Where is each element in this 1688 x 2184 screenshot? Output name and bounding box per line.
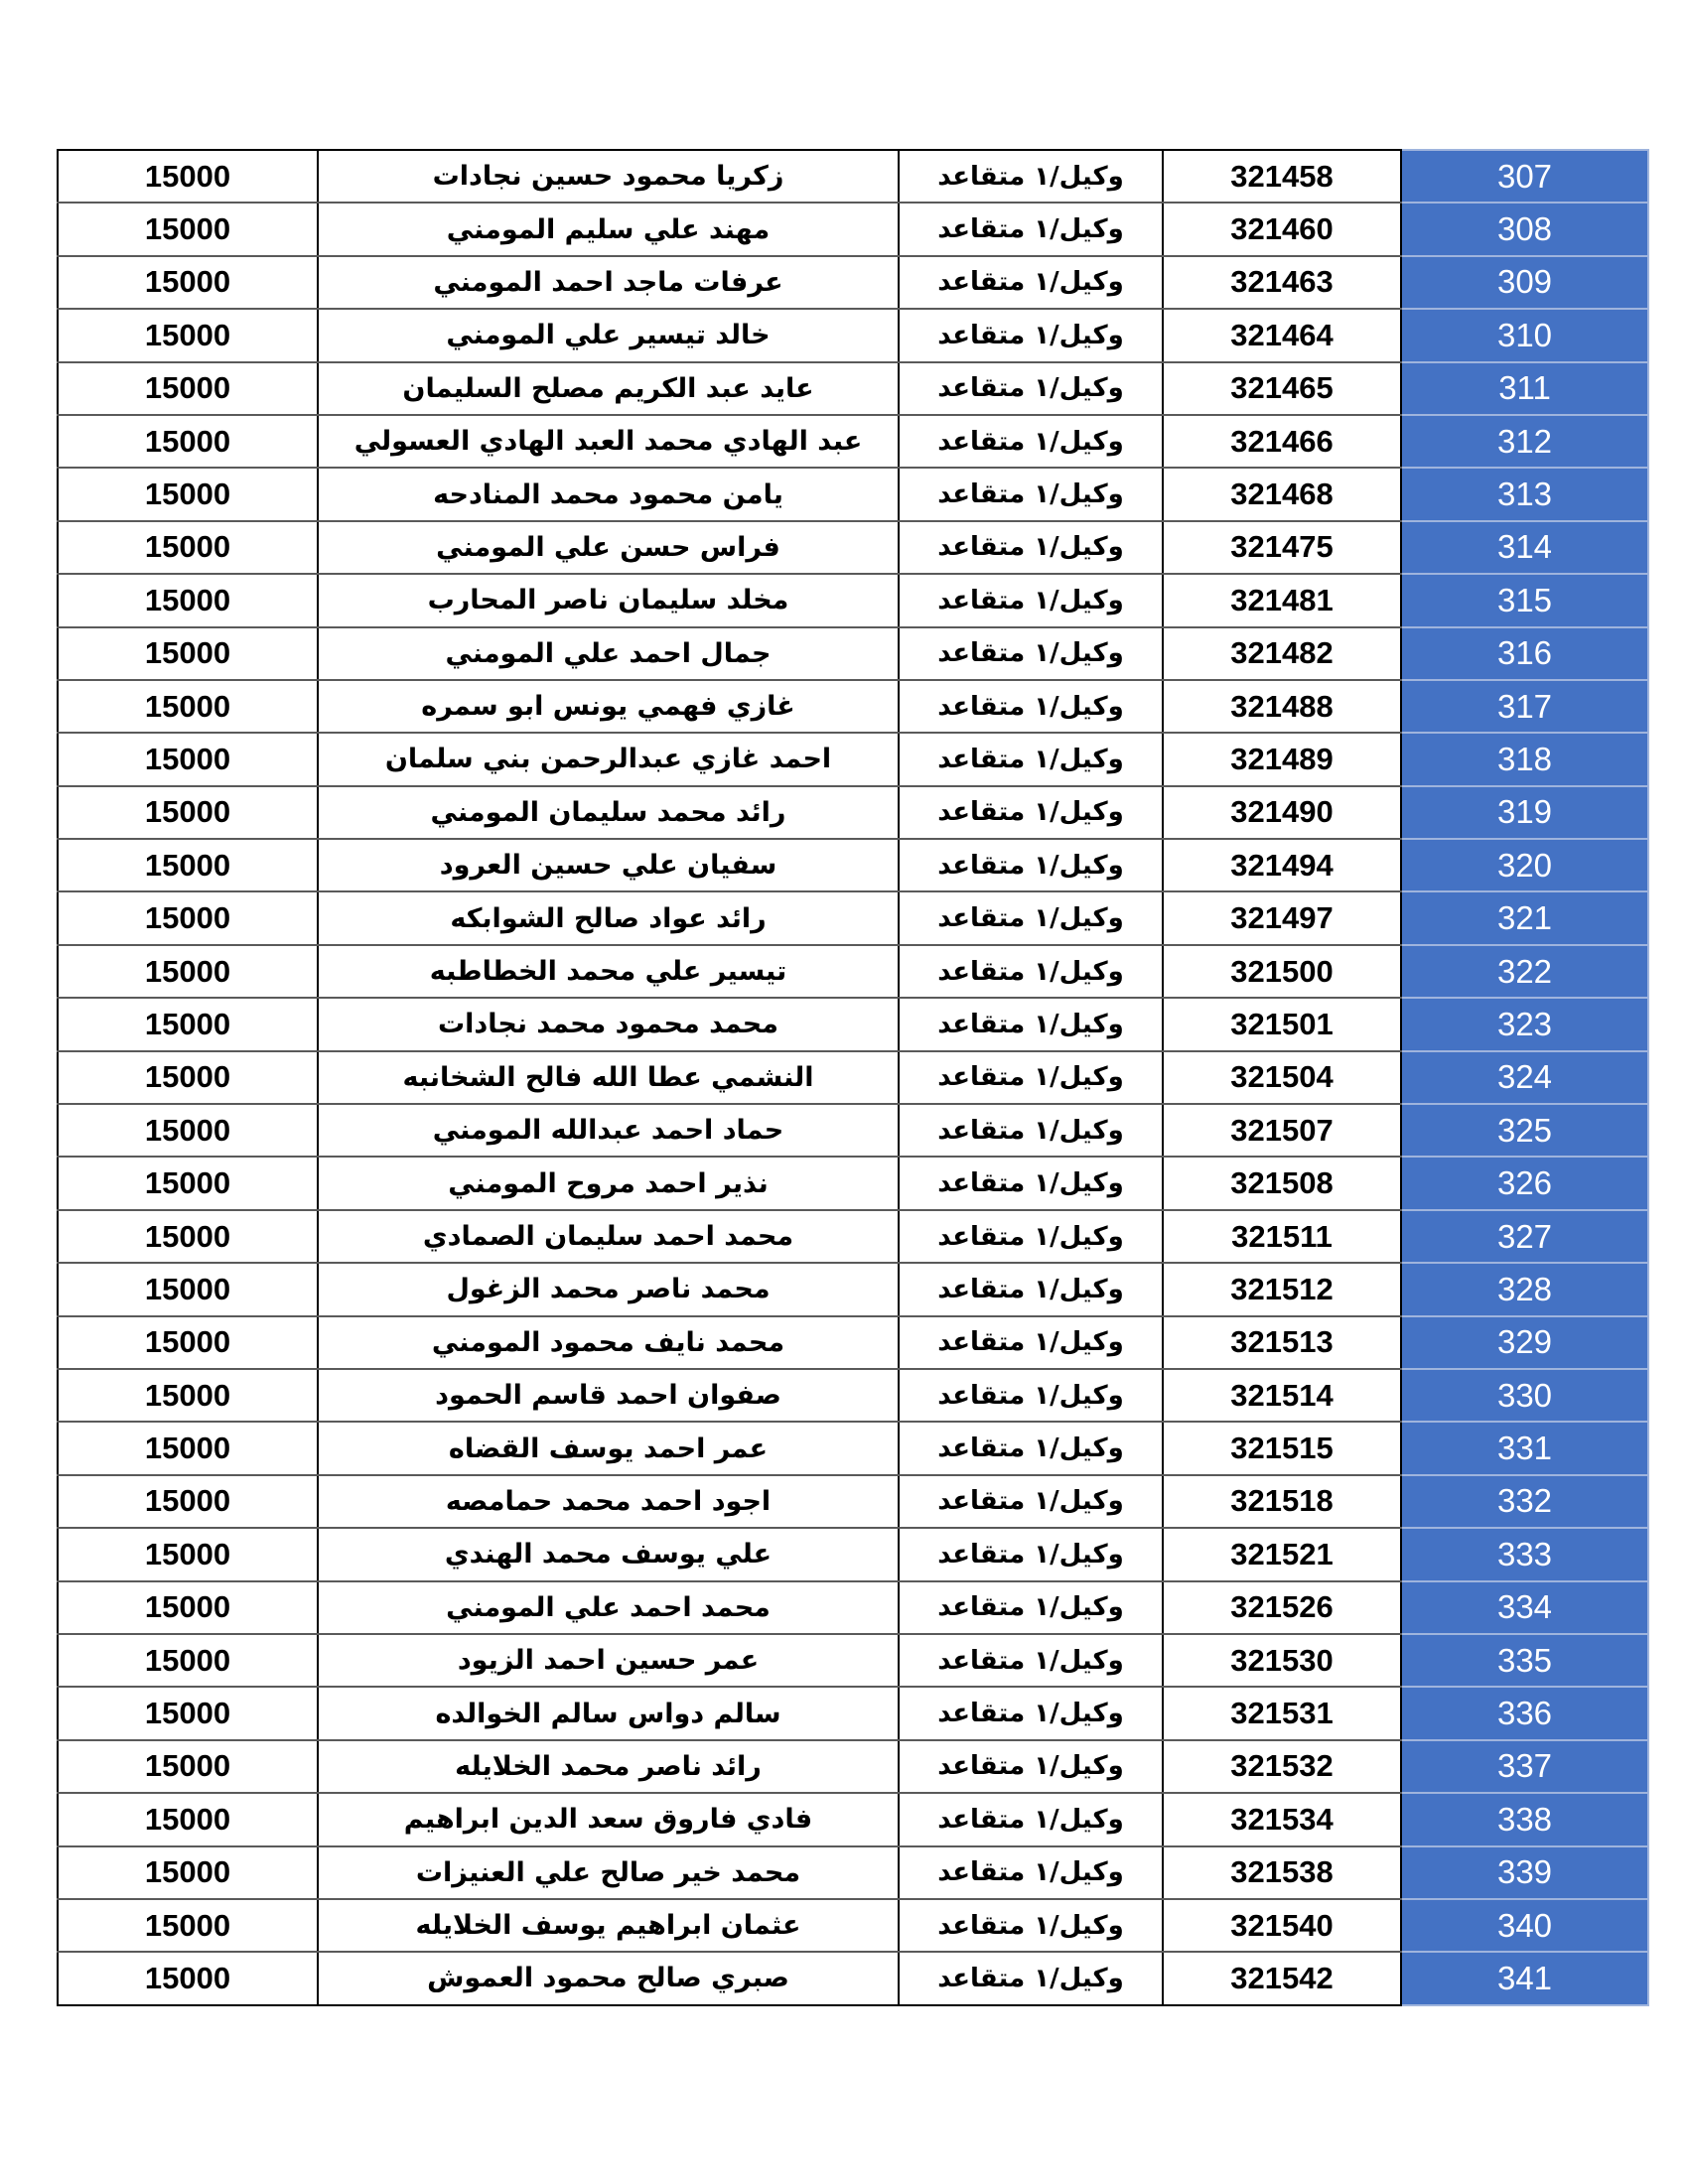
rank-cell: وكيل/١ متقاعد: [899, 468, 1163, 520]
military-number-cell: 321494: [1163, 839, 1401, 891]
table-row: [58, 1846, 1648, 1899]
rank-cell: وكيل/١ متقاعد: [899, 1051, 1163, 1104]
rank-cell: وكيل/١ متقاعد: [899, 203, 1163, 255]
rank-cell: وكيل/١ متقاعد: [899, 1899, 1163, 1952]
name-cell: صبري صالح محمود العموش: [318, 1952, 899, 2004]
rank-cell: وكيل/١ متقاعد: [899, 1952, 1163, 2004]
name-cell: اجود احمد محمد حمامصه: [318, 1475, 899, 1528]
sequence-number-cell: 332: [1401, 1475, 1648, 1528]
sequence-number-cell: 312: [1401, 415, 1648, 468]
table-row: [58, 521, 1648, 574]
military-number-cell: 321534: [1163, 1793, 1401, 1845]
rank-cell: وكيل/١ متقاعد: [899, 839, 1163, 891]
military-number-cell: 321460: [1163, 203, 1401, 255]
table-row: [58, 415, 1648, 468]
sequence-number-cell: 325: [1401, 1104, 1648, 1157]
sequence-number-cell: 321: [1401, 891, 1648, 944]
table-row: [58, 839, 1648, 891]
amount-cell: 15000: [58, 1634, 318, 1687]
sequence-number-cell: 310: [1401, 309, 1648, 361]
amount-cell: 15000: [58, 1316, 318, 1369]
table-row: [58, 203, 1648, 255]
table-row: [58, 574, 1648, 626]
name-cell: عثمان ابراهيم يوسف الخلايله: [318, 1899, 899, 1952]
table-row: [58, 1687, 1648, 1739]
table-row: [58, 1740, 1648, 1793]
rank-cell: وكيل/١ متقاعد: [899, 521, 1163, 574]
military-number-cell: 321468: [1163, 468, 1401, 520]
rank-cell: وكيل/١ متقاعد: [899, 998, 1163, 1050]
sequence-number-cell: 316: [1401, 627, 1648, 680]
rank-cell: وكيل/١ متقاعد: [899, 1528, 1163, 1580]
table-row: [58, 1316, 1648, 1369]
amount-cell: 15000: [58, 733, 318, 785]
table-row: [58, 998, 1648, 1050]
sequence-number-cell: 329: [1401, 1316, 1648, 1369]
amount-cell: 15000: [58, 786, 318, 839]
amount-cell: 15000: [58, 1051, 318, 1104]
name-cell: محمد محمود محمد نجادات: [318, 998, 899, 1050]
military-number-cell: 321504: [1163, 1051, 1401, 1104]
name-cell: عرفات ماجد احمد المومني: [318, 256, 899, 309]
amount-cell: 15000: [58, 1210, 318, 1263]
name-cell: عمر احمد يوسف القضاه: [318, 1422, 899, 1474]
rank-cell: وكيل/١ متقاعد: [899, 150, 1163, 203]
military-number-cell: 321497: [1163, 891, 1401, 944]
amount-cell: 15000: [58, 1528, 318, 1580]
name-cell: عمر حسين احمد الزيود: [318, 1634, 899, 1687]
name-cell: سفيان علي حسين العرود: [318, 839, 899, 891]
sequence-number-cell: 330: [1401, 1369, 1648, 1422]
military-number-cell: 321482: [1163, 627, 1401, 680]
military-number-cell: 321531: [1163, 1687, 1401, 1739]
military-number-cell: 321490: [1163, 786, 1401, 839]
sequence-number-cell: 320: [1401, 839, 1648, 891]
sequence-number-cell: 331: [1401, 1422, 1648, 1474]
table-row: [58, 1899, 1648, 1952]
table-row: [58, 362, 1648, 415]
military-number-cell: 321512: [1163, 1263, 1401, 1315]
military-number-cell: 321513: [1163, 1316, 1401, 1369]
military-number-cell: 321538: [1163, 1846, 1401, 1899]
sequence-number-cell: 317: [1401, 680, 1648, 733]
military-number-cell: 321511: [1163, 1210, 1401, 1263]
amount-cell: 15000: [58, 1157, 318, 1209]
rank-cell: وكيل/١ متقاعد: [899, 680, 1163, 733]
name-cell: رائد ناصر محمد الخلايله: [318, 1740, 899, 1793]
name-cell: سالم دواس سالم الخوالده: [318, 1687, 899, 1739]
military-number-cell: 321507: [1163, 1104, 1401, 1157]
rank-cell: وكيل/١ متقاعد: [899, 891, 1163, 944]
table-row: [58, 1634, 1648, 1687]
military-number-cell: 321508: [1163, 1157, 1401, 1209]
rank-cell: وكيل/١ متقاعد: [899, 1422, 1163, 1474]
military-number-cell: 321465: [1163, 362, 1401, 415]
amount-cell: 15000: [58, 521, 318, 574]
amount-cell: 15000: [58, 150, 318, 203]
rank-cell: وكيل/١ متقاعد: [899, 1157, 1163, 1209]
name-cell: فادي فاروق سعد الدين ابراهيم: [318, 1793, 899, 1845]
records-table: [57, 149, 1649, 2006]
sequence-number-cell: 339: [1401, 1846, 1648, 1899]
sequence-number-cell: 328: [1401, 1263, 1648, 1315]
rank-cell: وكيل/١ متقاعد: [899, 415, 1163, 468]
amount-cell: 15000: [58, 627, 318, 680]
name-cell: جمال احمد علي المومني: [318, 627, 899, 680]
amount-cell: 15000: [58, 680, 318, 733]
military-number-cell: 321464: [1163, 309, 1401, 361]
name-cell: محمد ناصر محمد الزغول: [318, 1263, 899, 1315]
military-number-cell: 321489: [1163, 733, 1401, 785]
rank-cell: وكيل/١ متقاعد: [899, 733, 1163, 785]
table-row: [58, 680, 1648, 733]
sequence-number-cell: 338: [1401, 1793, 1648, 1845]
military-number-cell: 321542: [1163, 1952, 1401, 2004]
sequence-number-cell: 336: [1401, 1687, 1648, 1739]
sequence-number-cell: 307: [1401, 150, 1648, 203]
table-row: [58, 945, 1648, 998]
sequence-number-cell: 334: [1401, 1581, 1648, 1634]
amount-cell: 15000: [58, 362, 318, 415]
table-row: [58, 1475, 1648, 1528]
rank-cell: وكيل/١ متقاعد: [899, 1316, 1163, 1369]
table-row: [58, 1051, 1648, 1104]
military-number-cell: 321530: [1163, 1634, 1401, 1687]
name-cell: احمد غازي عبدالرحمن بني سلمان: [318, 733, 899, 785]
table-row: [58, 1793, 1648, 1845]
amount-cell: 15000: [58, 1104, 318, 1157]
sequence-number-cell: 324: [1401, 1051, 1648, 1104]
records-table-body: [58, 150, 1648, 2005]
sequence-number-cell: 326: [1401, 1157, 1648, 1209]
rank-cell: وكيل/١ متقاعد: [899, 1687, 1163, 1739]
military-number-cell: 321540: [1163, 1899, 1401, 1952]
name-cell: زكريا محمود حسين نجادات: [318, 150, 899, 203]
table-row: [58, 1369, 1648, 1422]
amount-cell: 15000: [58, 468, 318, 520]
rank-cell: وكيل/١ متقاعد: [899, 945, 1163, 998]
military-number-cell: 321500: [1163, 945, 1401, 998]
sequence-number-cell: 315: [1401, 574, 1648, 626]
amount-cell: 15000: [58, 1793, 318, 1845]
table-row: [58, 1210, 1648, 1263]
name-cell: محمد خير صالح علي العنيزات: [318, 1846, 899, 1899]
table-row: [58, 891, 1648, 944]
name-cell: محمد نايف محمود المومني: [318, 1316, 899, 1369]
table-row: [58, 1952, 1648, 2004]
table-row: [58, 1104, 1648, 1157]
name-cell: رائد عواد صالح الشوابكه: [318, 891, 899, 944]
military-number-cell: 321521: [1163, 1528, 1401, 1580]
military-number-cell: 321518: [1163, 1475, 1401, 1528]
sequence-number-cell: 335: [1401, 1634, 1648, 1687]
table-row: [58, 1263, 1648, 1315]
amount-cell: 15000: [58, 1369, 318, 1422]
name-cell: محمد احمد علي المومني: [318, 1581, 899, 1634]
rank-cell: وكيل/١ متقاعد: [899, 786, 1163, 839]
military-number-cell: 321463: [1163, 256, 1401, 309]
rank-cell: وكيل/١ متقاعد: [899, 1104, 1163, 1157]
name-cell: مخلد سليمان ناصر المحارب: [318, 574, 899, 626]
table-row: [58, 1528, 1648, 1580]
name-cell: علي يوسف محمد الهندي: [318, 1528, 899, 1580]
table-row: [58, 309, 1648, 361]
sequence-number-cell: 341: [1401, 1952, 1648, 2004]
name-cell: عايد عبد الكريم مصلح السليمان: [318, 362, 899, 415]
amount-cell: 15000: [58, 998, 318, 1050]
sequence-number-cell: 323: [1401, 998, 1648, 1050]
military-number-cell: 321466: [1163, 415, 1401, 468]
name-cell: نذير احمد مروح المومني: [318, 1157, 899, 1209]
military-number-cell: 321515: [1163, 1422, 1401, 1474]
military-number-cell: 321458: [1163, 150, 1401, 203]
table-row: [58, 468, 1648, 520]
rank-cell: وكيل/١ متقاعد: [899, 1581, 1163, 1634]
rank-cell: وكيل/١ متقاعد: [899, 627, 1163, 680]
military-number-cell: 321532: [1163, 1740, 1401, 1793]
name-cell: خالد تيسير علي المومني: [318, 309, 899, 361]
sequence-number-cell: 314: [1401, 521, 1648, 574]
amount-cell: 15000: [58, 1581, 318, 1634]
military-number-cell: 321514: [1163, 1369, 1401, 1422]
military-number-cell: 321488: [1163, 680, 1401, 733]
name-cell: تيسير علي محمد الخطاطبه: [318, 945, 899, 998]
table-row: [58, 1581, 1648, 1634]
sequence-number-cell: 309: [1401, 256, 1648, 309]
table-row: [58, 1157, 1648, 1209]
name-cell: عبد الهادي محمد العبد الهادي العسولي: [318, 415, 899, 468]
amount-cell: 15000: [58, 574, 318, 626]
rank-cell: وكيل/١ متقاعد: [899, 1263, 1163, 1315]
name-cell: فراس حسن علي المومني: [318, 521, 899, 574]
table-row: [58, 256, 1648, 309]
rank-cell: وكيل/١ متقاعد: [899, 1793, 1163, 1845]
amount-cell: 15000: [58, 203, 318, 255]
rank-cell: وكيل/١ متقاعد: [899, 256, 1163, 309]
sequence-number-cell: 319: [1401, 786, 1648, 839]
sequence-number-cell: 337: [1401, 1740, 1648, 1793]
amount-cell: 15000: [58, 415, 318, 468]
amount-cell: 15000: [58, 1740, 318, 1793]
amount-cell: 15000: [58, 256, 318, 309]
rank-cell: وكيل/١ متقاعد: [899, 1369, 1163, 1422]
amount-cell: 15000: [58, 1846, 318, 1899]
name-cell: رائد محمد سليمان المومني: [318, 786, 899, 839]
sequence-number-cell: 340: [1401, 1899, 1648, 1952]
rank-cell: وكيل/١ متقاعد: [899, 1475, 1163, 1528]
name-cell: يامن محمود محمد المنادحه: [318, 468, 899, 520]
rank-cell: وكيل/١ متقاعد: [899, 574, 1163, 626]
sequence-number-cell: 322: [1401, 945, 1648, 998]
name-cell: النشمي عطا الله فالح الشخانبه: [318, 1051, 899, 1104]
military-number-cell: 321481: [1163, 574, 1401, 626]
name-cell: غازي فهمي يونس ابو سمره: [318, 680, 899, 733]
table-row: [58, 627, 1648, 680]
amount-cell: 15000: [58, 1952, 318, 2004]
table-row: [58, 733, 1648, 785]
name-cell: حماد احمد عبدالله المومني: [318, 1104, 899, 1157]
name-cell: مهند علي سليم المومني: [318, 203, 899, 255]
sequence-number-cell: 313: [1401, 468, 1648, 520]
rank-cell: وكيل/١ متقاعد: [899, 1210, 1163, 1263]
military-number-cell: 321501: [1163, 998, 1401, 1050]
rank-cell: وكيل/١ متقاعد: [899, 1634, 1163, 1687]
amount-cell: 15000: [58, 1687, 318, 1739]
rank-cell: وكيل/١ متقاعد: [899, 1740, 1163, 1793]
rank-cell: وكيل/١ متقاعد: [899, 362, 1163, 415]
table-row: [58, 150, 1648, 203]
sequence-number-cell: 308: [1401, 203, 1648, 255]
amount-cell: 15000: [58, 839, 318, 891]
amount-cell: 15000: [58, 891, 318, 944]
amount-cell: 15000: [58, 1475, 318, 1528]
amount-cell: 15000: [58, 1263, 318, 1315]
amount-cell: 15000: [58, 309, 318, 361]
rank-cell: وكيل/١ متقاعد: [899, 309, 1163, 361]
military-number-cell: 321475: [1163, 521, 1401, 574]
amount-cell: 15000: [58, 945, 318, 998]
sequence-number-cell: 311: [1401, 362, 1648, 415]
name-cell: صفوان احمد قاسم الحمود: [318, 1369, 899, 1422]
rank-cell: وكيل/١ متقاعد: [899, 1846, 1163, 1899]
sequence-number-cell: 318: [1401, 733, 1648, 785]
table-row: [58, 1422, 1648, 1474]
sequence-number-cell: 333: [1401, 1528, 1648, 1580]
amount-cell: 15000: [58, 1422, 318, 1474]
amount-cell: 15000: [58, 1899, 318, 1952]
name-cell: محمد احمد سليمان الصمادي: [318, 1210, 899, 1263]
military-number-cell: 321526: [1163, 1581, 1401, 1634]
table-row: [58, 786, 1648, 839]
sequence-number-cell: 327: [1401, 1210, 1648, 1263]
